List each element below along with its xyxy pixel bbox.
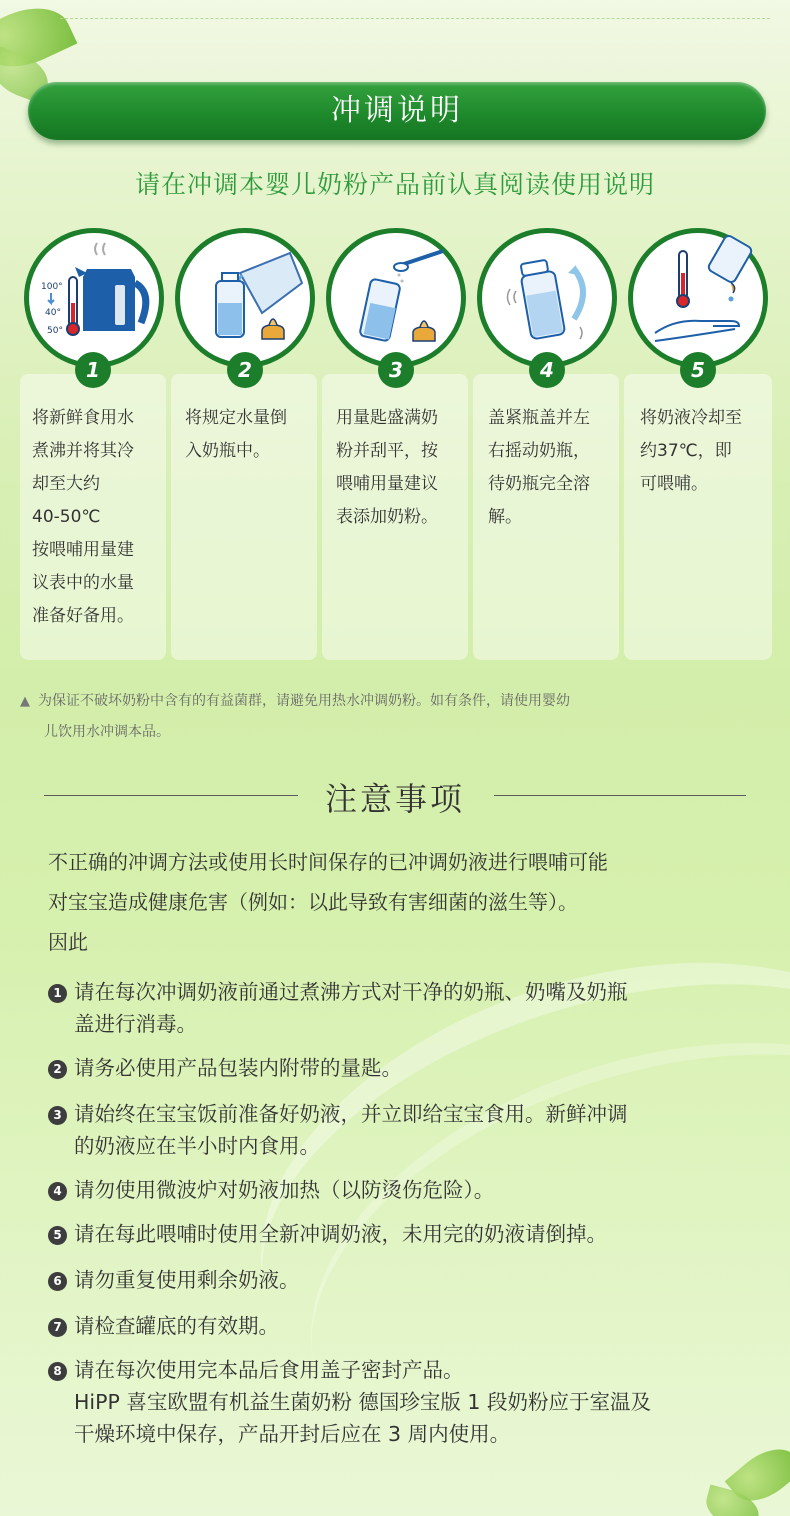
section-divider-right (494, 795, 746, 796)
step-number-4: 4 (529, 352, 565, 388)
number-bullet-icon: 2 (48, 1060, 67, 1079)
section-title-precautions: 注意事项 (324, 780, 465, 818)
step-text-2: 将规定水量倒 入奶瓶中。 (185, 408, 287, 461)
step-text-3: 用量匙盛满奶 粉并刮平，按 喂哺用量建议 表添加奶粉。 (336, 408, 438, 527)
section-banner-preparation (28, 82, 766, 140)
number-bullet-icon: 1 (48, 984, 67, 1003)
svg-text:50°: 50° (47, 326, 63, 336)
step-text-5: 将奶液冷却至 约37℃，即 可喂哺。 (640, 408, 742, 494)
top-dashed-divider (60, 18, 770, 19)
precaution-item-4: 4 请勿使用微波炉对奶液加热（以防烫伤危险）。 (48, 1174, 768, 1206)
kettle-thermometer-icon (24, 228, 164, 368)
warning-note: ▲ 为保证不破坏奶粉中含有的有益菌群，请避免用热水冲调奶粉。如有条件，请使用婴幼 儿饮用水冲调本品。 (20, 686, 750, 747)
pour-water-icon (175, 228, 315, 368)
precaution-item-7: 7 请检查罐底的有效期。 (48, 1310, 768, 1342)
step-number-2: 2 (227, 352, 263, 388)
precaution-item-6: 6 请勿重复使用剩余奶液。 (48, 1264, 768, 1296)
step-number-5: 5 (680, 352, 716, 388)
warning-triangle-icon: ▲ (20, 694, 30, 709)
number-bullet-icon: 5 (48, 1226, 67, 1245)
number-bullet-icon: 7 (48, 1318, 67, 1337)
precaution-item-1: 1 请在每次冲调奶液前通过煮沸方式对干净的奶瓶、奶嘴及奶瓶 盖进行消毒。 (48, 976, 768, 1040)
add-powder-icon (326, 228, 466, 368)
number-bullet-icon: 8 (48, 1362, 67, 1381)
precaution-item-5: 5 请在每此喂哺时使用全新冲调奶液，未用完的奶液请倒掉。 (48, 1218, 768, 1250)
number-bullet-icon: 4 (48, 1182, 67, 1201)
precaution-item-2: 2 请务必使用产品包装内附带的量匙。 (48, 1052, 768, 1084)
precautions-intro: 不正确的冲调方法或使用长时间保存的已冲调奶液进行喂哺可能 对宝宝造成健康危害（例如：以此导致有害细菌的滋生等）。 因此 (48, 850, 608, 954)
subtitle: 请在冲调本婴儿奶粉产品前认真阅读使用说明 (134, 170, 655, 199)
step-text-4: 盖紧瓶盖并左 右摇动奶瓶， 待奶瓶完全溶 解。 (488, 408, 590, 527)
number-bullet-icon: 6 (48, 1272, 67, 1291)
banner-title: 冲调说明 (331, 93, 463, 128)
test-temperature-wrist-icon (628, 228, 768, 368)
svg-text:100°: 100° (41, 282, 63, 292)
svg-text:40°: 40° (45, 308, 61, 318)
precaution-item-8: 8 请在每次使用完本品后食用盖子密封产品。 HiPP 喜宝欧盟有机益生菌奶粉 德国珍宝版 1 段奶粉应于室温及 干燥环境中保存，产品开封后应在 3 周内使用。 (48, 1354, 768, 1450)
step-text-1: 将新鲜食用水 煮沸并将其冷 却至大约 40-50℃ 按喂哺用量建 议表中的水量 准备好备用。 (32, 408, 134, 626)
precaution-item-3: 3 请始终在宝宝饭前准备好奶液，并立即给宝宝食用。新鲜冲调 的奶液应在半小时内食用。 (48, 1098, 768, 1162)
number-bullet-icon: 3 (48, 1106, 67, 1125)
step-number-1: 1 (75, 352, 111, 388)
shake-bottle-icon (477, 228, 617, 368)
step-number-3: 3 (378, 352, 414, 388)
